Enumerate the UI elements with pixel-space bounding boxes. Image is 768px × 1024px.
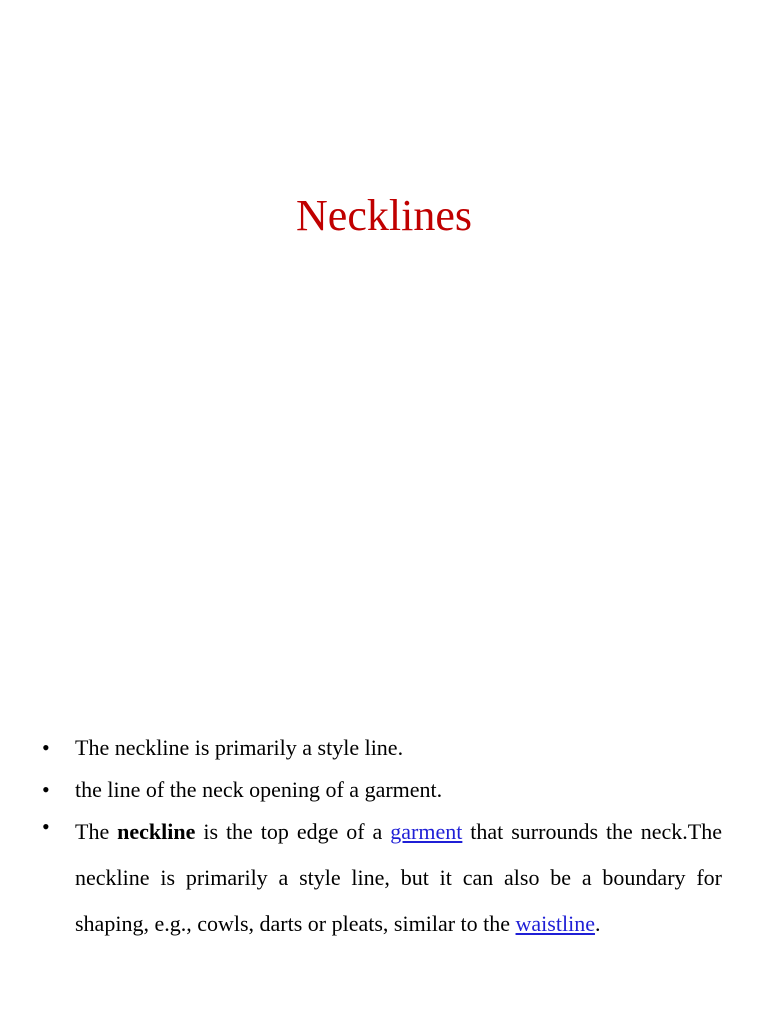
bullet-text-1: The neckline is primarily a style line. bbox=[75, 735, 404, 760]
bullet-text-2: the line of the neck opening of a garment. bbox=[75, 777, 443, 802]
bullet-item-2 bbox=[42, 772, 722, 808]
text-segment: . bbox=[594, 911, 601, 936]
waistline-link[interactable]: waistline bbox=[515, 911, 595, 936]
bullet-icon: • bbox=[42, 777, 50, 802]
bullet-item-1 bbox=[42, 730, 722, 766]
bullet-icon: • bbox=[42, 814, 50, 839]
bullet-list bbox=[42, 730, 722, 953]
text-segment: is the top edge of a bbox=[195, 819, 391, 844]
bullet-icon: • bbox=[42, 735, 50, 760]
text-segment: The bbox=[75, 819, 118, 844]
garment-link[interactable]: garment bbox=[390, 819, 463, 844]
bullet-text-3 bbox=[75, 809, 722, 947]
text-segment: that surrounds the neck.The neckline is primarily a style line, but it can also be a boundary for shaping, e.g., cowls, darts or pleats, similar to the bbox=[75, 819, 722, 936]
bullet-item-3 bbox=[42, 809, 722, 947]
keyword-neckline: neckline bbox=[117, 819, 196, 844]
slide-title: Necklines bbox=[296, 191, 472, 240]
